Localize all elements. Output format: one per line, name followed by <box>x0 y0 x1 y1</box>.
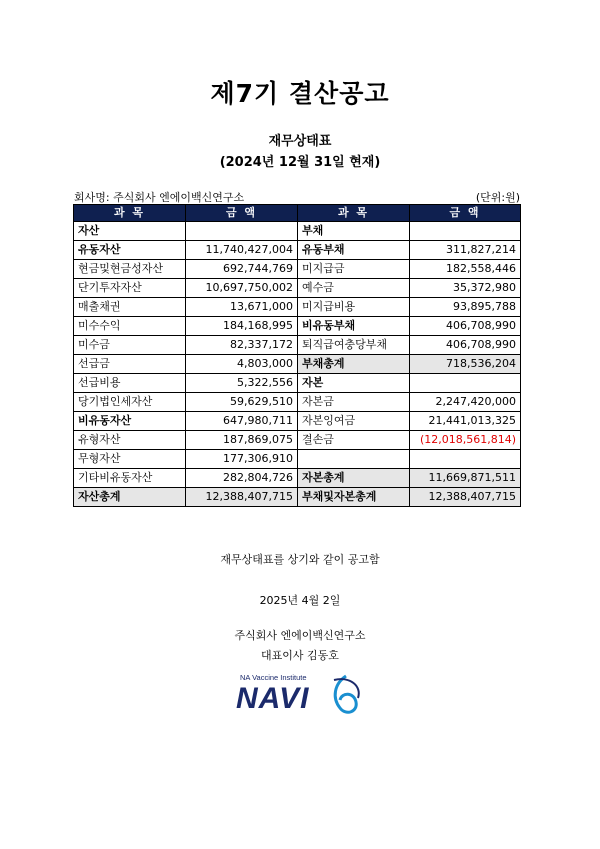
liability-account-cell: 미지급비용 <box>298 298 410 317</box>
liability-amount-cell: 12,388,407,715 <box>410 488 521 507</box>
asset-amount-cell: 177,306,910 <box>186 450 298 469</box>
asset-amount-cell: 5,322,556 <box>186 374 298 393</box>
asset-account-cell: 기타비유동자산 <box>74 469 186 488</box>
liability-account-cell: 유동부채 <box>298 241 410 260</box>
table-row <box>74 317 521 336</box>
asset-amount-cell: 82,337,172 <box>186 336 298 355</box>
asset-account-cell: 비유동자산 <box>74 412 186 431</box>
liability-account-cell: 예수금 <box>298 279 410 298</box>
asset-amount-cell: 187,869,075 <box>186 431 298 450</box>
header-amount-left: 금 액 <box>186 205 298 222</box>
navi-logo <box>234 670 364 720</box>
company-name-line: 회사명: 주식회사 엔에이백신연구소 <box>74 191 245 204</box>
header-amount-right: 금 액 <box>410 205 521 222</box>
corporation-name: 주식회사 엔에이백신연구소 <box>234 629 366 642</box>
asset-account-cell: 현금및현금성자산 <box>74 260 186 279</box>
asset-amount-cell: 13,671,000 <box>186 298 298 317</box>
logo-wordmark: NAVI <box>236 682 310 715</box>
liability-amount-cell: 311,827,214 <box>410 241 521 260</box>
liability-amount-cell <box>410 374 521 393</box>
liability-account-cell: 부채및자본총계 <box>298 488 410 507</box>
asset-account-cell: 당기법인세자산 <box>74 393 186 412</box>
page-title: 제7기 결산공고 <box>210 79 390 108</box>
asset-amount-cell: 184,168,995 <box>186 317 298 336</box>
header-account-left: 과 목 <box>74 205 186 222</box>
table-row <box>74 355 521 374</box>
asset-amount-cell: 4,803,000 <box>186 355 298 374</box>
table-row <box>74 374 521 393</box>
asset-account-cell: 선급비용 <box>74 374 186 393</box>
liability-amount-cell <box>410 450 521 469</box>
liability-amount-cell: 35,372,980 <box>410 279 521 298</box>
statement-date-line: (2024년 12월 31일 현재) <box>219 155 381 170</box>
table-row <box>74 412 521 431</box>
unit-label: (단위:원) <box>475 191 520 204</box>
liability-amount-cell: 2,247,420,000 <box>410 393 521 412</box>
table-row <box>74 260 521 279</box>
table-row <box>74 241 521 260</box>
statement-subtitle: 재무상태표 <box>268 134 332 149</box>
liability-amount-cell <box>410 222 521 241</box>
liability-amount-cell: 11,669,871,511 <box>410 469 521 488</box>
table-row <box>74 431 521 450</box>
liability-account-cell: 자본 <box>298 374 410 393</box>
liability-amount-cell: 718,536,204 <box>410 355 521 374</box>
liability-amount-cell: 182,558,446 <box>410 260 521 279</box>
balance-sheet-table <box>73 204 521 507</box>
asset-account-cell: 유동자산 <box>74 241 186 260</box>
table-row <box>74 393 521 412</box>
liability-account-cell: 부채 <box>298 222 410 241</box>
liability-account-cell: 자본잉여금 <box>298 412 410 431</box>
header-account-right: 과 목 <box>298 205 410 222</box>
asset-account-cell: 자산 <box>74 222 186 241</box>
table-row <box>74 488 521 507</box>
liability-account-cell <box>298 450 410 469</box>
ceo-name: 대표이사 김동호 <box>261 649 339 662</box>
liability-account-cell: 부채총계 <box>298 355 410 374</box>
asset-account-cell: 무형자산 <box>74 450 186 469</box>
table-row <box>74 469 521 488</box>
table-row <box>74 222 521 241</box>
liability-account-cell: 자본총계 <box>298 469 410 488</box>
liability-amount-cell: 406,708,990 <box>410 317 521 336</box>
liability-account-cell: 결손금 <box>298 431 410 450</box>
asset-account-cell: 매출채권 <box>74 298 186 317</box>
asset-account-cell: 단기투자자산 <box>74 279 186 298</box>
liability-account-cell: 미지급금 <box>298 260 410 279</box>
table-row <box>74 298 521 317</box>
asset-account-cell: 자산총계 <box>74 488 186 507</box>
liability-amount-cell: 93,895,788 <box>410 298 521 317</box>
table-header-row <box>74 205 521 222</box>
logo-swoosh-icon <box>335 676 356 712</box>
announcement-date: 2025년 4월 2일 <box>259 594 341 607</box>
asset-amount-cell <box>186 222 298 241</box>
asset-amount-cell: 692,744,769 <box>186 260 298 279</box>
asset-account-cell: 유형자산 <box>74 431 186 450</box>
asset-amount-cell: 59,629,510 <box>186 393 298 412</box>
asset-amount-cell: 12,388,407,715 <box>186 488 298 507</box>
asset-amount-cell: 282,804,726 <box>186 469 298 488</box>
logo-tagline: NA Vaccine Institute <box>240 673 307 682</box>
table-row <box>74 279 521 298</box>
announcement-statement: 재무상태표를 상기와 같이 공고함 <box>220 553 380 566</box>
liability-amount-cell: (12,018,561,814) <box>410 431 521 450</box>
liability-amount-cell: 406,708,990 <box>410 336 521 355</box>
asset-account-cell: 미수금 <box>74 336 186 355</box>
table-body <box>74 222 521 507</box>
table-row <box>74 336 521 355</box>
liability-account-cell: 자본금 <box>298 393 410 412</box>
asset-amount-cell: 11,740,427,004 <box>186 241 298 260</box>
asset-account-cell: 미수수익 <box>74 317 186 336</box>
liability-account-cell: 비유동부채 <box>298 317 410 336</box>
asset-amount-cell: 647,980,711 <box>186 412 298 431</box>
liability-account-cell: 퇴직급여충당부채 <box>298 336 410 355</box>
table-row <box>74 450 521 469</box>
asset-account-cell: 선급금 <box>74 355 186 374</box>
asset-amount-cell: 10,697,750,002 <box>186 279 298 298</box>
liability-amount-cell: 21,441,013,325 <box>410 412 521 431</box>
